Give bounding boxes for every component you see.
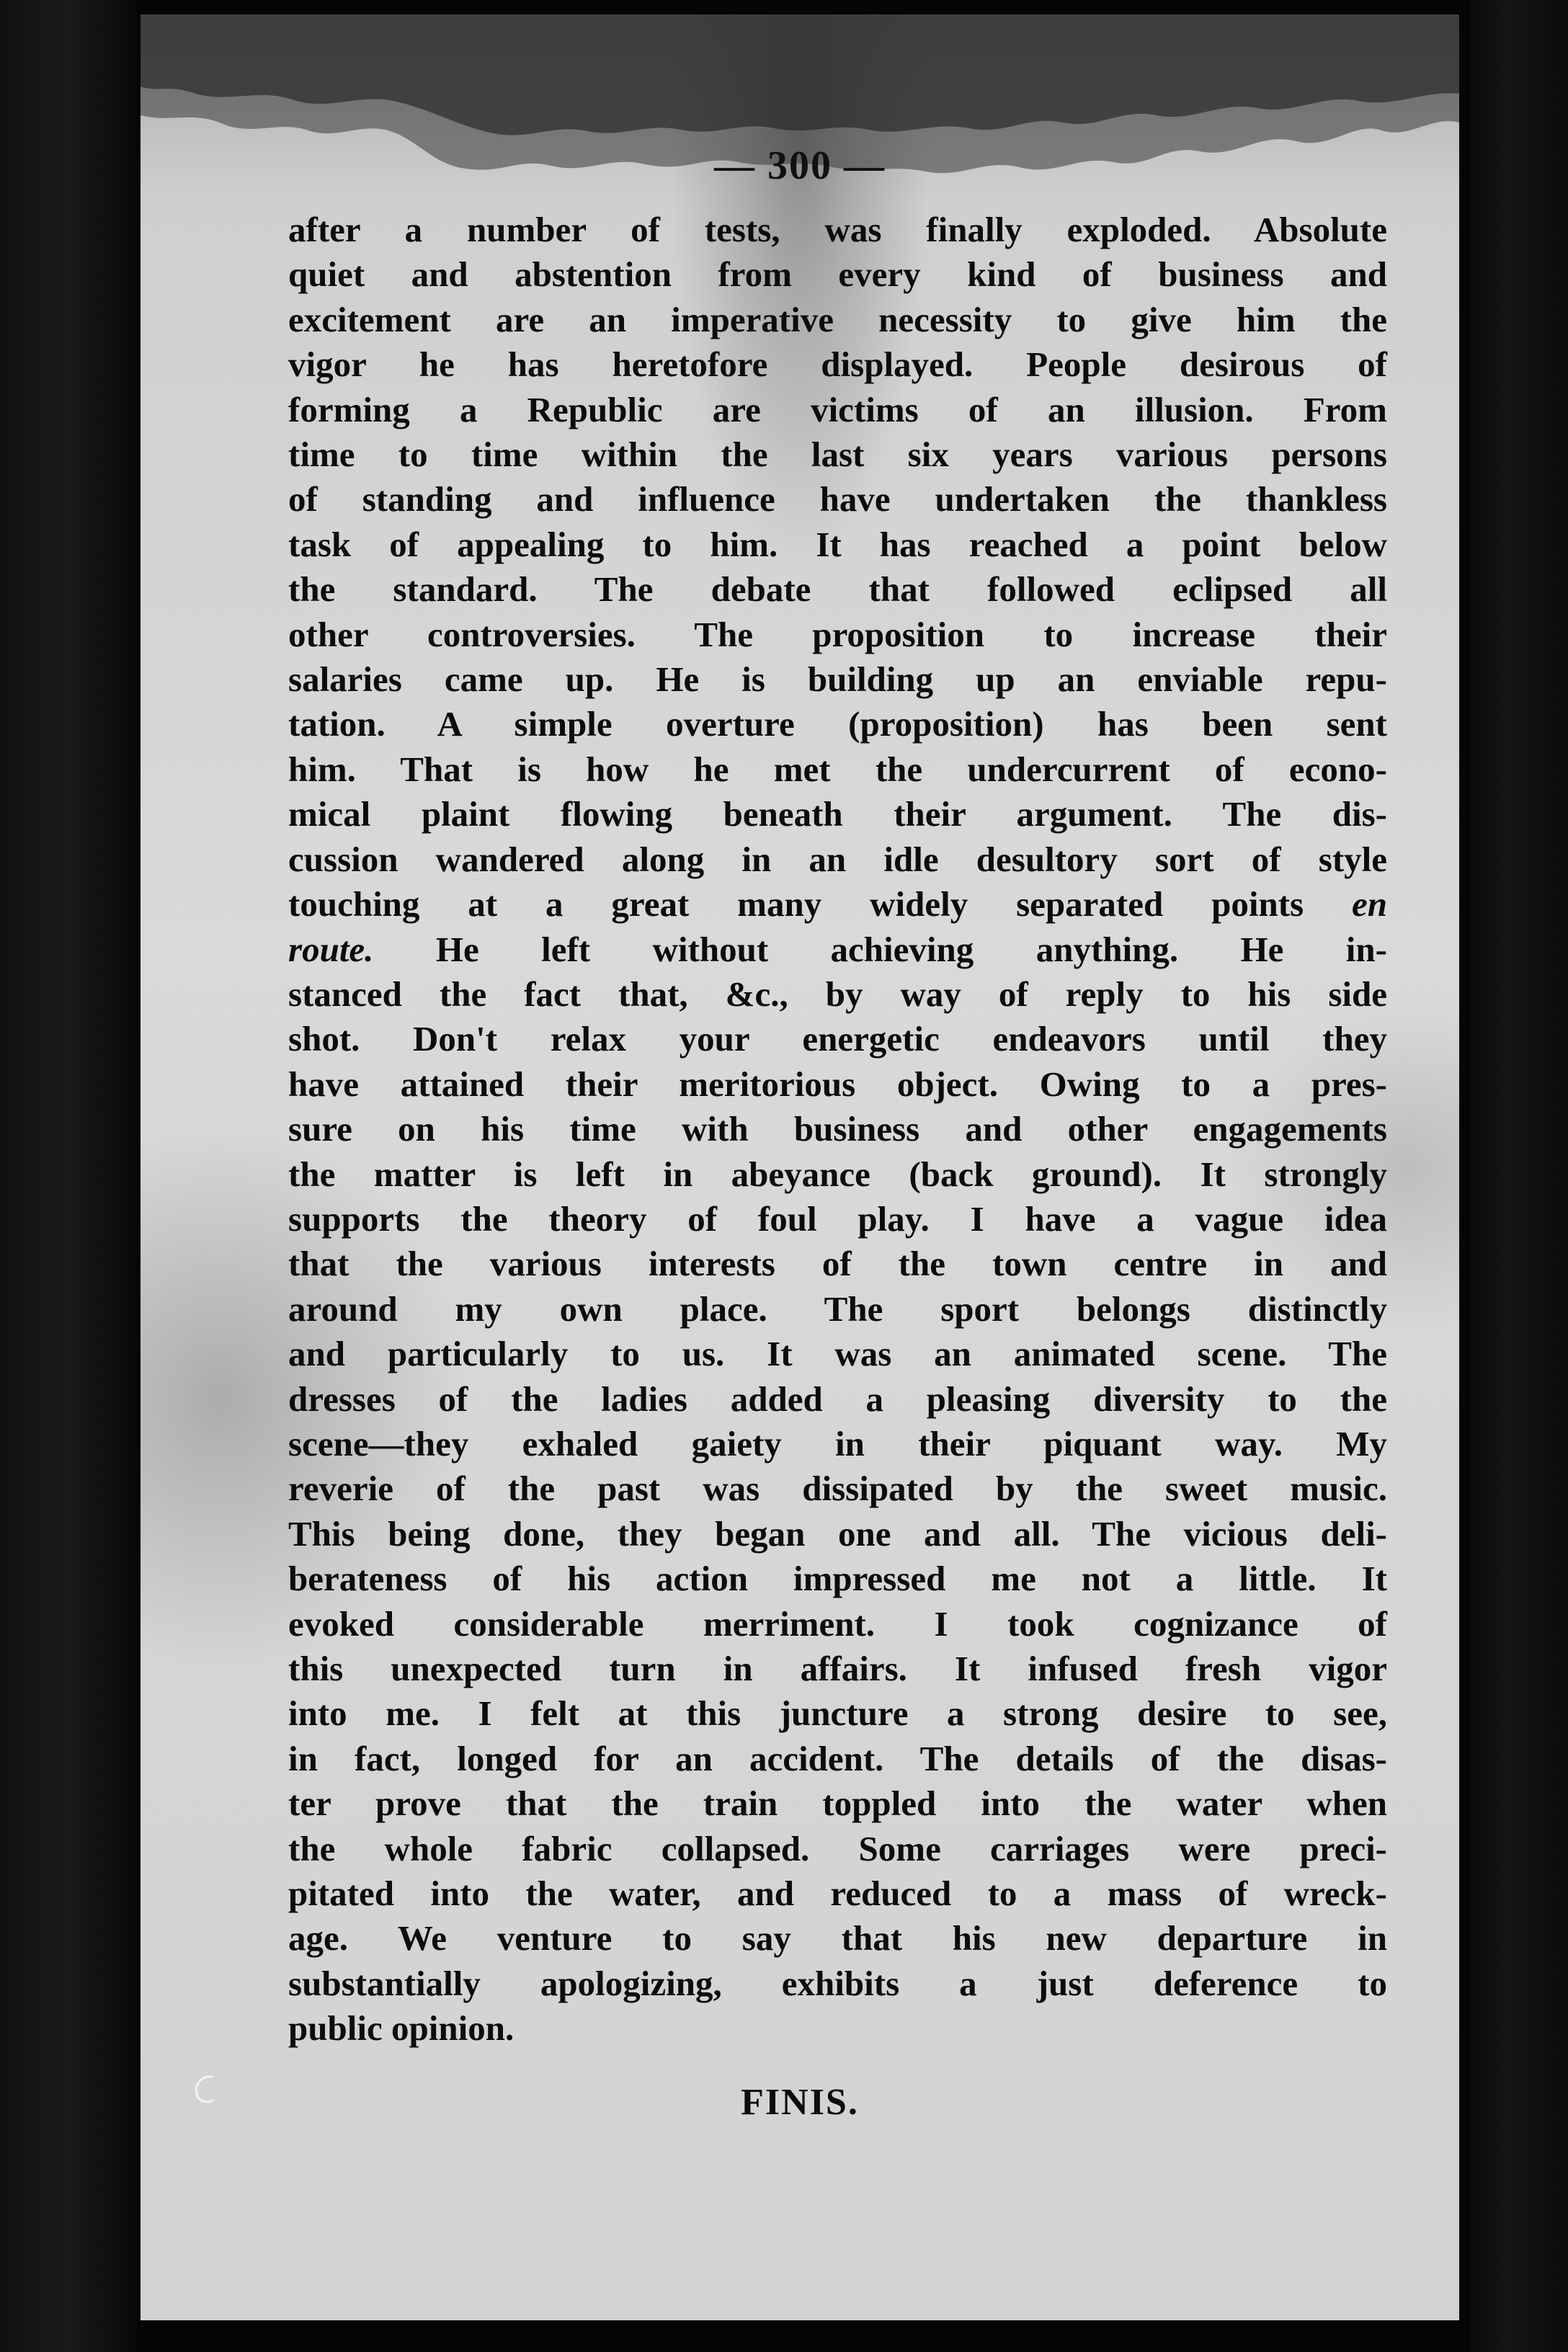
text-line: forming a Republic are victims of an illusion. From [288, 389, 1387, 429]
text-line: in fact, longed for an accident. The details of the disas- [288, 1738, 1387, 1778]
text-line: into me. I felt at this juncture a strong desire to see, [288, 1693, 1387, 1734]
text-line: scene—they exhaled gaiety in their piquant way. My [288, 1423, 1387, 1464]
text-line: the matter is left in abeyance (back ground). It strongly [288, 1154, 1387, 1194]
text-line: public opinion. [288, 2008, 514, 2049]
text-line: touching at a great many widely separated points en [288, 884, 1387, 925]
text-line: other controversies. The proposition to increase their [288, 614, 1387, 654]
text-line: him. That is how he met the undercurrent of econo- [288, 749, 1387, 789]
text-line: the whole fabric collapsed. Some carriages were preci- [288, 1828, 1387, 1868]
book-page [141, 14, 1459, 2320]
text-line: the standard. The debate that followed eclipsed all [288, 569, 1387, 610]
text-line: stanced the fact that, &c., by way of reply to his side [288, 974, 1387, 1014]
text-line: pitated into the water, and reduced to a mass of wreck- [288, 1874, 1387, 1914]
text-line: time to time within the last six years various persons [288, 435, 1387, 475]
text-line: quiet and abstention from every kind of business and [288, 254, 1387, 295]
text-line: sure on his time with business and other engagements [288, 1109, 1387, 1149]
text-line: that the various interests of the town centre in and [288, 1244, 1387, 1284]
text-line: reverie of the past was dissipated by the sweet music. [288, 1469, 1387, 1509]
closing-word: FINIS. [741, 2082, 859, 2123]
text-line: ter prove that the train toppled into the water when [288, 1783, 1387, 1824]
text-line: route. He left without achieving anything. He in- [288, 929, 1387, 969]
text-line: of standing and influence have undertaken the thankless [288, 479, 1387, 520]
text-line: age. We venture to say that his new departure in [288, 1918, 1387, 1959]
text-line: around my own place. The sport belongs distinctly [288, 1288, 1387, 1329]
text-line: tation. A simple overture (proposition) has been sent [288, 704, 1387, 744]
text-line: after a number of tests, was finally exploded. Absolute [288, 210, 1387, 249]
italic-word: en [1352, 884, 1387, 925]
ink-smudge-mark [184, 2068, 227, 2111]
body-paragraph [288, 208, 1387, 2052]
page-number: — 300 — [714, 143, 886, 188]
italic-word: route. [288, 929, 374, 969]
text-line: have attained their meritorious object. Owing to a pres- [288, 1064, 1387, 1104]
text-line: dresses of the ladies added a pleasing diversity to the [288, 1378, 1387, 1419]
film-edge-right [1470, 0, 1568, 2352]
text-line: excitement are an imperative necessity to give him the [288, 299, 1387, 339]
text-line: evoked considerable merriment. I took cognizance of [288, 1603, 1387, 1644]
text-line: shot. Don't relax your energetic endeavors until they [288, 1019, 1387, 1059]
text-line: task of appealing to him. It has reached a point below [288, 524, 1387, 564]
text-line: cussion wandered along in an idle desultory sort of style [288, 839, 1387, 879]
text-line: this unexpected turn in affairs. It infused fresh vigor [288, 1649, 1387, 1688]
film-edge-left [0, 0, 137, 2352]
text-line: substantially apologizing, exhibits a just deference to [288, 1963, 1387, 2003]
text-line: mical plaint flowing beneath their argument. The dis- [288, 794, 1387, 834]
text-line: and particularly to us. It was an animated scene. The [288, 1334, 1387, 1374]
text-line: supports the theory of foul play. I have a vague idea [288, 1198, 1387, 1239]
text-line: salaries came up. He is building up an enviable repu- [288, 659, 1387, 700]
text-line: berateness of his action impressed me not a little. It [288, 1559, 1387, 1599]
text-line: This being done, they began one and all. The vicious deli- [288, 1513, 1387, 1554]
text-line: vigor he has heretofore displayed. People desirous of [288, 344, 1387, 385]
